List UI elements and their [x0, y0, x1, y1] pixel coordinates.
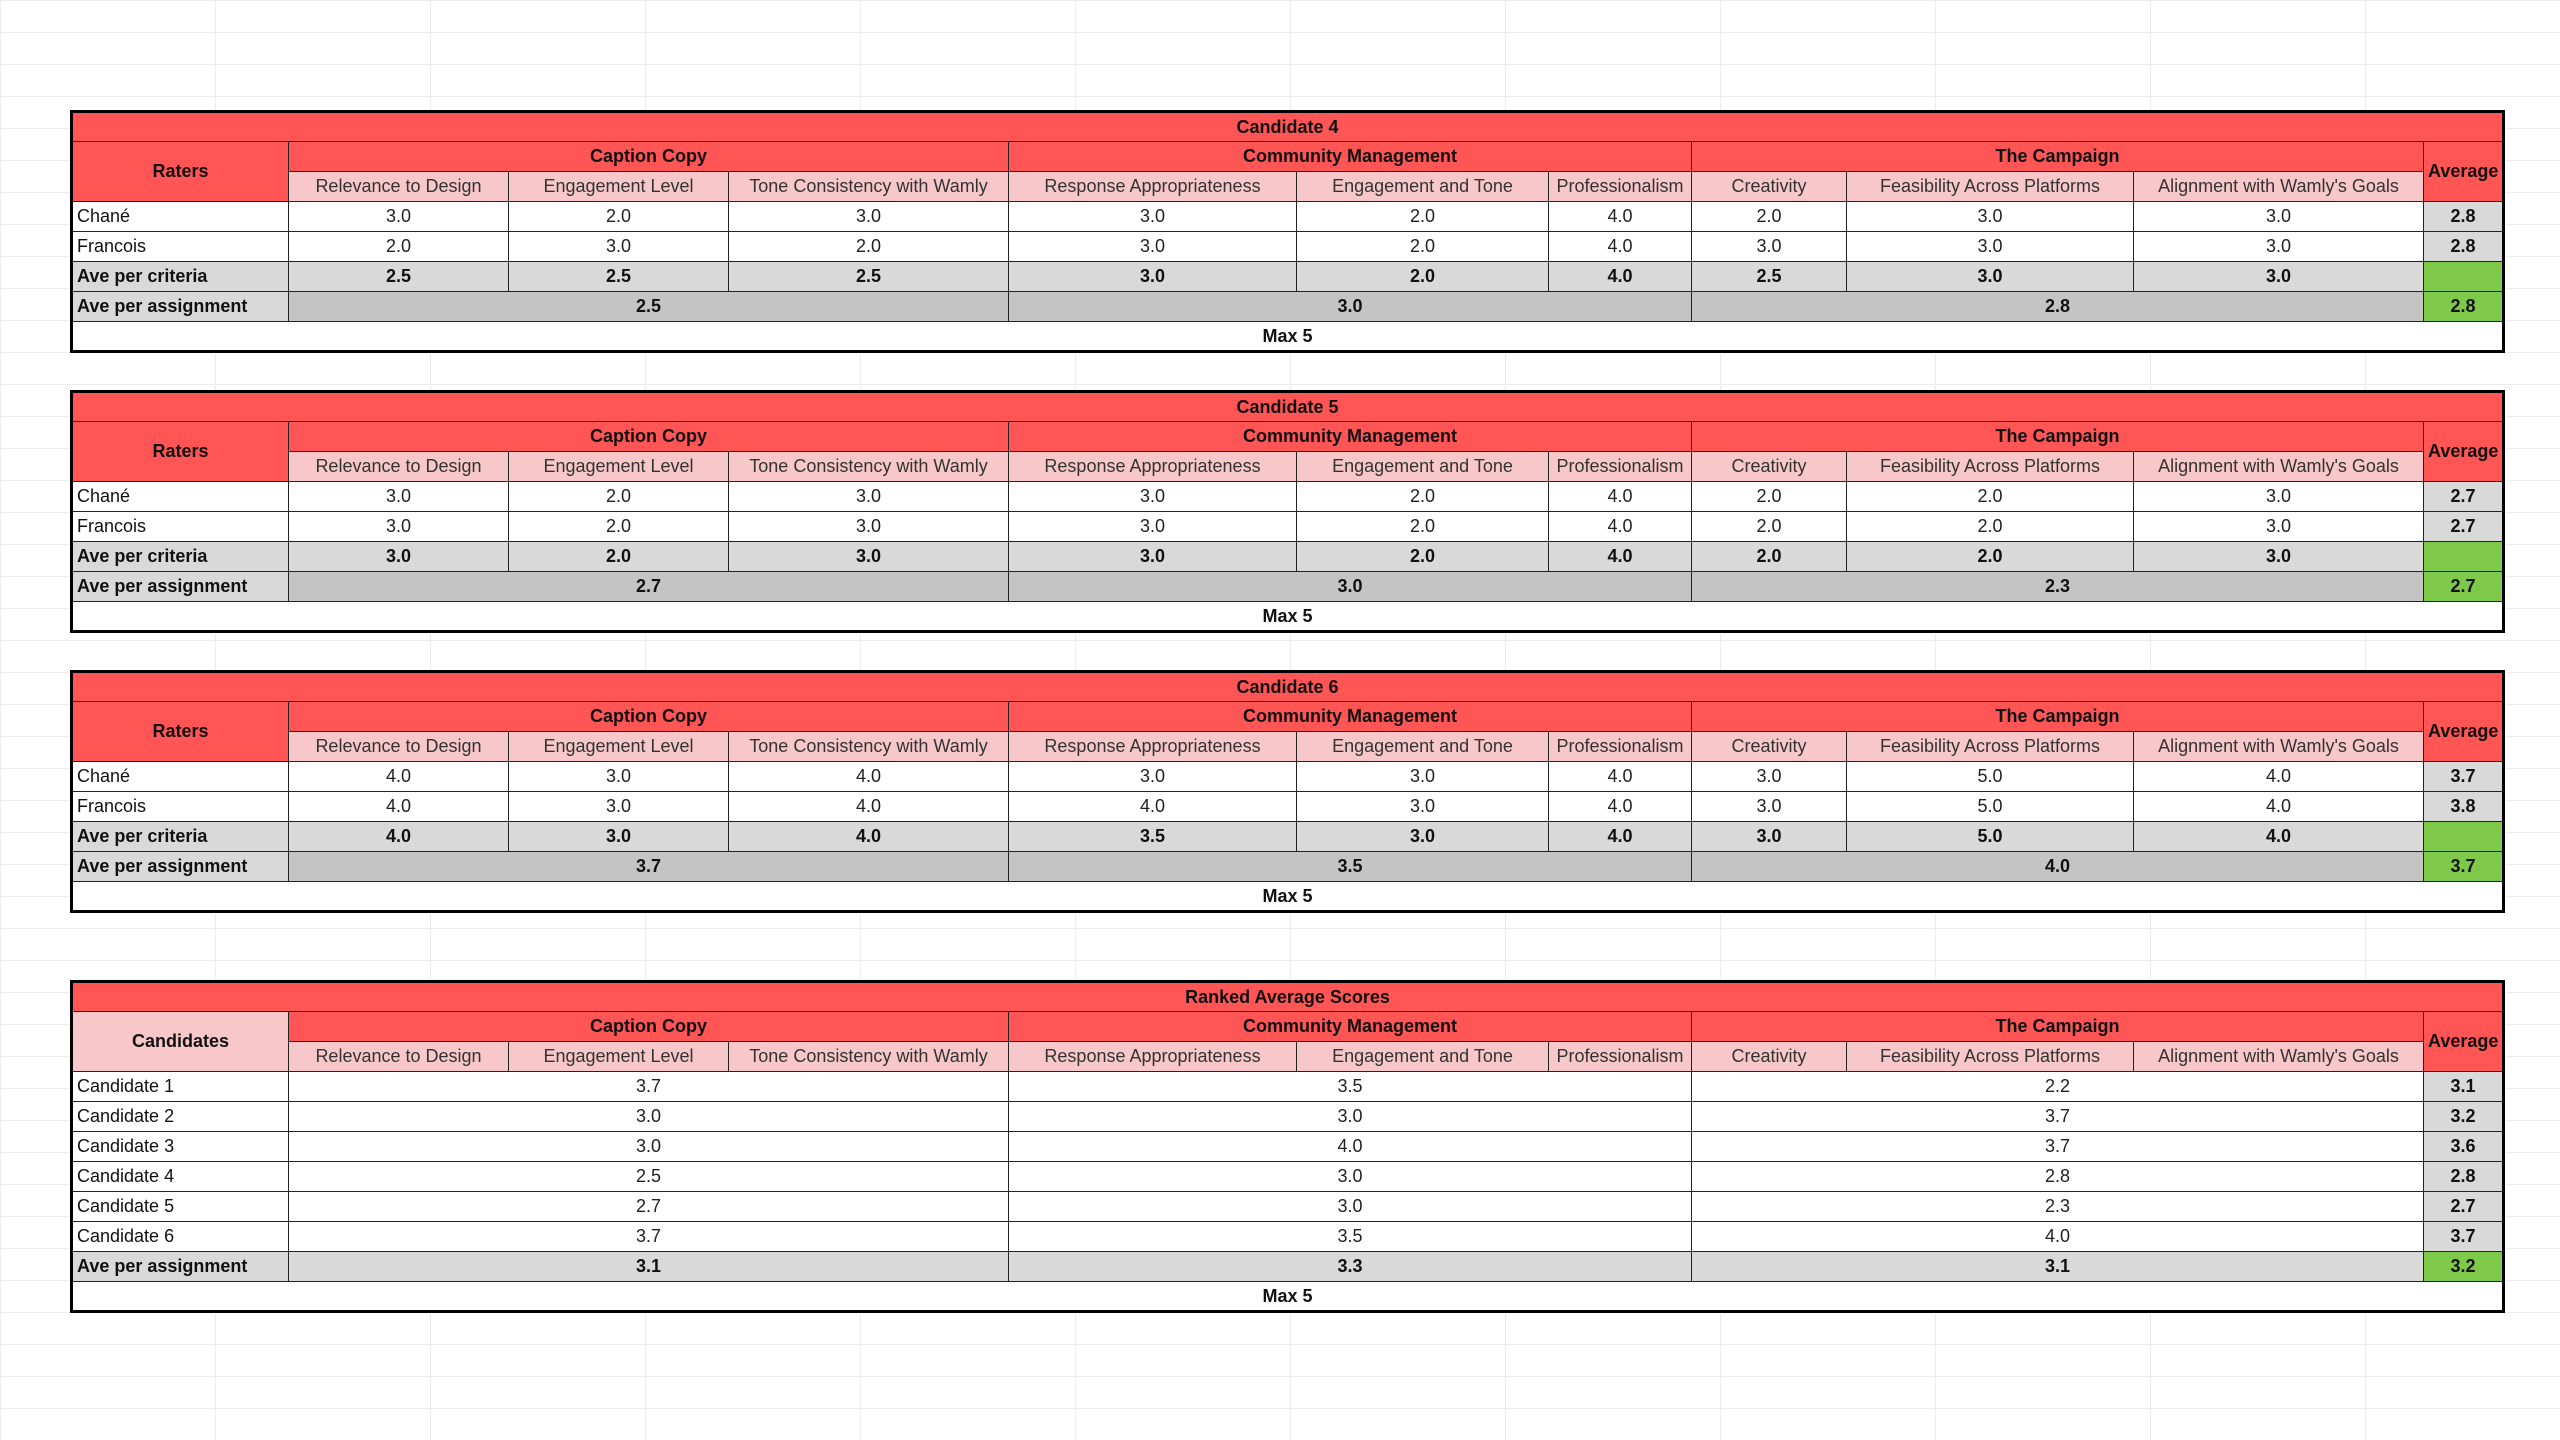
assignment-average-row — [72, 1252, 2504, 1282]
score-cell[interactable]: 2.0 — [1847, 482, 2134, 512]
criteria-average-cell[interactable]: 4.0 — [1549, 542, 1692, 572]
empty-highlight-cell[interactable] — [2424, 822, 2504, 852]
score-cell[interactable]: 4.0 — [289, 792, 509, 822]
candidate-name: Candidate 5 — [72, 1192, 289, 1222]
score-cell[interactable]: 3.0 — [2134, 202, 2424, 232]
criteria-average-cell[interactable]: 3.5 — [1009, 822, 1297, 852]
rater-name: Chané — [72, 482, 289, 512]
criterion-header: Creativity — [1692, 172, 1847, 202]
candidate-score-table — [70, 390, 2502, 633]
group-header-community-management: Community Management — [1009, 1012, 1692, 1042]
score-cell[interactable]: 3.0 — [1009, 512, 1297, 542]
assignment-score-cell[interactable]: 3.7 — [1692, 1102, 2424, 1132]
assignment-score-cell[interactable]: 3.5 — [1009, 1072, 1692, 1102]
criterion-header: Relevance to Design — [289, 732, 509, 762]
table-row[interactable] — [72, 1162, 2504, 1192]
criteria-average-cell[interactable]: 2.0 — [1847, 542, 2134, 572]
score-cell[interactable]: 4.0 — [729, 762, 1009, 792]
criterion-header: Alignment with Wamly's Goals — [2134, 732, 2424, 762]
score-cell[interactable]: 4.0 — [2134, 792, 2424, 822]
criterion-header: Feasibility Across Platforms — [1847, 732, 2134, 762]
rater-name: Chané — [72, 202, 289, 232]
max-score-note: Max 5 — [72, 322, 2504, 352]
criterion-header: Creativity — [1692, 1042, 1847, 1072]
max-score-note: Max 5 — [72, 882, 2504, 912]
candidate-name: Candidate 4 — [72, 1162, 289, 1192]
assignment-average-cell[interactable]: 2.8 — [1692, 292, 2424, 322]
candidate-average-cell[interactable]: 3.2 — [2424, 1102, 2504, 1132]
criteria-average-cell[interactable]: 2.5 — [729, 262, 1009, 292]
assignment-score-cell[interactable]: 3.5 — [1009, 1222, 1692, 1252]
criteria-average-cell[interactable]: 3.0 — [2134, 542, 2424, 572]
criterion-header: Relevance to Design — [289, 1042, 509, 1072]
criterion-header: Professionalism — [1549, 452, 1692, 482]
assignment-average-cell[interactable]: 2.7 — [289, 572, 1009, 602]
criteria-average-row — [72, 822, 2504, 852]
criterion-header: Engagement Level — [509, 452, 729, 482]
criterion-header: Engagement and Tone — [1297, 172, 1549, 202]
score-cell[interactable]: 2.0 — [1692, 482, 1847, 512]
group-header-the-campaign: The Campaign — [1692, 702, 2424, 732]
criteria-average-cell[interactable]: 2.5 — [509, 262, 729, 292]
group-header-community-management: Community Management — [1009, 702, 1692, 732]
score-cell[interactable]: 3.0 — [1009, 762, 1297, 792]
group-header-caption-copy: Caption Copy — [289, 142, 1009, 172]
candidate-average-cell[interactable]: 3.1 — [2424, 1072, 2504, 1102]
assignment-score-cell[interactable]: 3.7 — [1692, 1132, 2424, 1162]
assignment-score-cell[interactable]: 4.0 — [1009, 1132, 1692, 1162]
group-header-the-campaign: The Campaign — [1692, 142, 2424, 172]
rater-average-cell[interactable]: 2.8 — [2424, 202, 2504, 232]
candidate-name: Candidate 2 — [72, 1102, 289, 1132]
group-header-the-campaign: The Campaign — [1692, 422, 2424, 452]
assignment-average-row — [72, 292, 2504, 322]
score-cell[interactable]: 3.0 — [1692, 232, 1847, 262]
assignment-score-cell[interactable]: 2.3 — [1692, 1192, 2424, 1222]
assignment-score-cell[interactable]: 3.0 — [1009, 1162, 1692, 1192]
first-column-header: Raters — [72, 422, 289, 482]
score-cell[interactable]: 4.0 — [2134, 762, 2424, 792]
score-cell[interactable]: 2.0 — [1297, 232, 1549, 262]
assignment-score-cell[interactable]: 4.0 — [1692, 1222, 2424, 1252]
rater-name: Francois — [72, 232, 289, 262]
score-cell[interactable]: 3.0 — [1847, 232, 2134, 262]
score-cell[interactable]: 2.0 — [1297, 512, 1549, 542]
group-header-caption-copy: Caption Copy — [289, 422, 1009, 452]
criteria-average-cell[interactable]: 2.0 — [1297, 542, 1549, 572]
score-cell[interactable]: 4.0 — [729, 792, 1009, 822]
table-row[interactable] — [72, 512, 2504, 542]
rater-average-cell[interactable]: 2.7 — [2424, 512, 2504, 542]
criterion-header: Engagement and Tone — [1297, 732, 1549, 762]
criterion-header: Engagement Level — [509, 1042, 729, 1072]
score-cell[interactable]: 4.0 — [1009, 792, 1297, 822]
score-cell[interactable]: 4.0 — [1549, 792, 1692, 822]
criterion-header: Engagement and Tone — [1297, 452, 1549, 482]
assignment-score-cell[interactable]: 2.2 — [1692, 1072, 2424, 1102]
criteria-average-cell[interactable]: 4.0 — [289, 822, 509, 852]
score-cell[interactable]: 3.0 — [729, 512, 1009, 542]
assignment-score-cell[interactable]: 2.7 — [289, 1192, 1009, 1222]
candidate-average-cell[interactable]: 2.7 — [2424, 1192, 2504, 1222]
criterion-header: Professionalism — [1549, 732, 1692, 762]
candidate-score-table — [70, 110, 2502, 353]
rater-average-cell[interactable]: 2.7 — [2424, 482, 2504, 512]
criteria-average-cell[interactable]: 3.0 — [289, 542, 509, 572]
score-cell[interactable]: 3.0 — [509, 792, 729, 822]
criterion-header: Relevance to Design — [289, 452, 509, 482]
empty-highlight-cell[interactable] — [2424, 262, 2504, 292]
rater-average-cell[interactable]: 3.7 — [2424, 762, 2504, 792]
assignment-average-cell[interactable]: 3.7 — [289, 852, 1009, 882]
table-title: Ranked Average Scores — [72, 982, 2504, 1012]
criterion-header: Professionalism — [1549, 172, 1692, 202]
score-cell[interactable]: 4.0 — [1549, 202, 1692, 232]
criteria-average-cell[interactable]: 2.0 — [1297, 262, 1549, 292]
criteria-average-cell[interactable]: 2.0 — [1692, 542, 1847, 572]
assignment-score-cell[interactable]: 3.0 — [289, 1102, 1009, 1132]
criteria-average-cell[interactable]: 3.0 — [2134, 262, 2424, 292]
average-header: Average — [2424, 142, 2504, 202]
overall-average-cell[interactable]: 3.2 — [2424, 1252, 2504, 1282]
criteria-average-cell[interactable]: 3.0 — [1297, 822, 1549, 852]
overall-average-cell[interactable]: 3.7 — [2424, 852, 2504, 882]
assignment-score-cell[interactable]: 3.0 — [1009, 1192, 1692, 1222]
assignment-average-cell[interactable]: 2.3 — [1692, 572, 2424, 602]
group-header-community-management: Community Management — [1009, 142, 1692, 172]
candidate-name: Candidate 1 — [72, 1072, 289, 1102]
table-row[interactable] — [72, 482, 2504, 512]
assignment-score-cell[interactable]: 3.0 — [289, 1132, 1009, 1162]
group-header-caption-copy: Caption Copy — [289, 1012, 1009, 1042]
criterion-header: Response Appropriateness — [1009, 1042, 1297, 1072]
group-header-the-campaign: The Campaign — [1692, 1012, 2424, 1042]
assignment-average-cell[interactable]: 3.3 — [1009, 1252, 1692, 1282]
row-label: Ave per criteria — [72, 542, 289, 572]
score-cell[interactable]: 3.0 — [729, 202, 1009, 232]
rater-name: Francois — [72, 512, 289, 542]
criterion-header: Feasibility Across Platforms — [1847, 452, 2134, 482]
criteria-average-cell[interactable]: 3.0 — [1009, 542, 1297, 572]
table-row[interactable] — [72, 1072, 2504, 1102]
max-score-note: Max 5 — [72, 602, 2504, 632]
row-label: Ave per assignment — [72, 572, 289, 602]
criteria-average-row — [72, 542, 2504, 572]
assignment-score-cell[interactable]: 3.0 — [1009, 1102, 1692, 1132]
candidate-name: Candidate 3 — [72, 1132, 289, 1162]
score-cell[interactable]: 5.0 — [1847, 792, 2134, 822]
criteria-average-cell[interactable]: 2.5 — [1692, 262, 1847, 292]
row-label: Ave per assignment — [72, 852, 289, 882]
criteria-average-cell[interactable]: 4.0 — [729, 822, 1009, 852]
score-cell[interactable]: 2.0 — [1692, 202, 1847, 232]
score-cell[interactable]: 2.0 — [1297, 202, 1549, 232]
score-cell[interactable]: 3.0 — [509, 232, 729, 262]
score-cell[interactable]: 3.0 — [729, 482, 1009, 512]
score-cell[interactable]: 3.0 — [289, 482, 509, 512]
table-row[interactable] — [72, 202, 2504, 232]
criterion-header: Feasibility Across Platforms — [1847, 1042, 2134, 1072]
candidate-average-cell[interactable]: 3.7 — [2424, 1222, 2504, 1252]
candidate-name: Candidate 6 — [72, 1222, 289, 1252]
criteria-average-cell[interactable]: 2.0 — [509, 542, 729, 572]
score-cell[interactable]: 2.0 — [289, 232, 509, 262]
score-cell[interactable]: 2.0 — [729, 232, 1009, 262]
criterion-header: Tone Consistency with Wamly — [729, 172, 1009, 202]
table-row[interactable] — [72, 792, 2504, 822]
score-cell[interactable]: 4.0 — [1549, 512, 1692, 542]
overall-average-cell[interactable]: 2.8 — [2424, 292, 2504, 322]
criteria-average-cell[interactable]: 4.0 — [1549, 262, 1692, 292]
criteria-average-row — [72, 262, 2504, 292]
score-cell[interactable]: 4.0 — [1549, 762, 1692, 792]
criteria-average-cell[interactable]: 3.0 — [509, 822, 729, 852]
assignment-average-cell[interactable]: 3.5 — [1009, 852, 1692, 882]
assignment-average-cell[interactable]: 3.0 — [1009, 572, 1692, 602]
assignment-score-cell[interactable]: 3.7 — [289, 1222, 1009, 1252]
score-cell[interactable]: 4.0 — [1549, 232, 1692, 262]
rater-name: Francois — [72, 792, 289, 822]
criterion-header: Engagement Level — [509, 172, 729, 202]
score-cell[interactable]: 3.0 — [1297, 762, 1549, 792]
criterion-header: Response Appropriateness — [1009, 452, 1297, 482]
table-row[interactable] — [72, 762, 2504, 792]
first-column-header: Candidates — [72, 1012, 289, 1072]
criterion-header: Engagement Level — [509, 732, 729, 762]
criterion-header: Response Appropriateness — [1009, 732, 1297, 762]
candidate-score-table — [70, 670, 2502, 913]
assignment-average-cell[interactable]: 4.0 — [1692, 852, 2424, 882]
score-cell[interactable]: 4.0 — [1549, 482, 1692, 512]
criterion-header: Response Appropriateness — [1009, 172, 1297, 202]
score-cell[interactable]: 3.0 — [2134, 482, 2424, 512]
score-cell[interactable]: 2.0 — [509, 512, 729, 542]
score-cell[interactable]: 4.0 — [289, 762, 509, 792]
first-column-header: Raters — [72, 142, 289, 202]
candidate-average-cell[interactable]: 3.6 — [2424, 1132, 2504, 1162]
average-header: Average — [2424, 702, 2504, 762]
score-cell[interactable]: 3.0 — [289, 512, 509, 542]
criteria-average-cell[interactable]: 4.0 — [1549, 822, 1692, 852]
criteria-average-cell[interactable]: 5.0 — [1847, 822, 2134, 852]
table-row[interactable] — [72, 1132, 2504, 1162]
ranked-scores-table — [70, 980, 2502, 1313]
assignment-score-cell[interactable]: 2.5 — [289, 1162, 1009, 1192]
score-cell[interactable]: 3.0 — [1692, 792, 1847, 822]
criteria-average-cell[interactable]: 2.5 — [289, 262, 509, 292]
criterion-header: Creativity — [1692, 732, 1847, 762]
overall-average-cell[interactable]: 2.7 — [2424, 572, 2504, 602]
table-row[interactable] — [72, 1192, 2504, 1222]
criterion-header: Tone Consistency with Wamly — [729, 732, 1009, 762]
criterion-header: Alignment with Wamly's Goals — [2134, 172, 2424, 202]
assignment-average-cell[interactable]: 3.1 — [289, 1252, 1009, 1282]
score-cell[interactable]: 2.0 — [1692, 512, 1847, 542]
rater-name: Chané — [72, 762, 289, 792]
score-cell[interactable]: 2.0 — [509, 482, 729, 512]
score-cell[interactable]: 3.0 — [2134, 512, 2424, 542]
average-header: Average — [2424, 1012, 2504, 1072]
criterion-header: Creativity — [1692, 452, 1847, 482]
table-title: Candidate 5 — [72, 392, 2504, 422]
criteria-average-cell[interactable]: 3.0 — [1009, 262, 1297, 292]
criterion-header: Relevance to Design — [289, 172, 509, 202]
max-score-note: Max 5 — [72, 1282, 2504, 1312]
first-column-header: Raters — [72, 702, 289, 762]
row-label: Ave per assignment — [72, 292, 289, 322]
score-cell[interactable]: 3.0 — [1009, 482, 1297, 512]
group-header-community-management: Community Management — [1009, 422, 1692, 452]
table-row[interactable] — [72, 232, 2504, 262]
criterion-header: Engagement and Tone — [1297, 1042, 1549, 1072]
criterion-header: Alignment with Wamly's Goals — [2134, 1042, 2424, 1072]
criteria-average-cell[interactable]: 3.0 — [1847, 262, 2134, 292]
score-cell[interactable]: 3.0 — [1009, 202, 1297, 232]
criterion-header: Alignment with Wamly's Goals — [2134, 452, 2424, 482]
score-cell[interactable]: 3.0 — [1009, 232, 1297, 262]
empty-highlight-cell[interactable] — [2424, 542, 2504, 572]
candidate-average-cell[interactable]: 2.8 — [2424, 1162, 2504, 1192]
table-title: Candidate 4 — [72, 112, 2504, 142]
criteria-average-cell[interactable]: 4.0 — [2134, 822, 2424, 852]
criterion-header: Tone Consistency with Wamly — [729, 1042, 1009, 1072]
score-cell[interactable]: 2.0 — [509, 202, 729, 232]
score-cell[interactable]: 5.0 — [1847, 762, 2134, 792]
assignment-average-row — [72, 572, 2504, 602]
table-title: Candidate 6 — [72, 672, 2504, 702]
score-cell[interactable]: 3.0 — [1297, 792, 1549, 822]
score-cell[interactable]: 3.0 — [2134, 232, 2424, 262]
assignment-average-cell[interactable]: 2.5 — [289, 292, 1009, 322]
average-header: Average — [2424, 422, 2504, 482]
criterion-header: Professionalism — [1549, 1042, 1692, 1072]
criteria-average-cell[interactable]: 3.0 — [1692, 822, 1847, 852]
score-cell[interactable]: 3.0 — [1692, 762, 1847, 792]
assignment-average-row — [72, 852, 2504, 882]
row-label: Ave per criteria — [72, 822, 289, 852]
table-row[interactable] — [72, 1102, 2504, 1132]
assignment-score-cell[interactable]: 2.8 — [1692, 1162, 2424, 1192]
rater-average-cell[interactable]: 3.8 — [2424, 792, 2504, 822]
table-row[interactable] — [72, 1222, 2504, 1252]
row-label: Ave per criteria — [72, 262, 289, 292]
assignment-score-cell[interactable]: 3.7 — [289, 1072, 1009, 1102]
score-cell[interactable]: 3.0 — [289, 202, 509, 232]
score-cell[interactable]: 3.0 — [1847, 202, 2134, 232]
score-cell[interactable]: 2.0 — [1847, 512, 2134, 542]
assignment-average-cell[interactable]: 3.1 — [1692, 1252, 2424, 1282]
criterion-header: Tone Consistency with Wamly — [729, 452, 1009, 482]
assignment-average-cell[interactable]: 3.0 — [1009, 292, 1692, 322]
criterion-header: Feasibility Across Platforms — [1847, 172, 2134, 202]
group-header-caption-copy: Caption Copy — [289, 702, 1009, 732]
rater-average-cell[interactable]: 2.8 — [2424, 232, 2504, 262]
score-cell[interactable]: 2.0 — [1297, 482, 1549, 512]
criteria-average-cell[interactable]: 3.0 — [729, 542, 1009, 572]
score-cell[interactable]: 3.0 — [509, 762, 729, 792]
row-label: Ave per assignment — [72, 1252, 289, 1282]
